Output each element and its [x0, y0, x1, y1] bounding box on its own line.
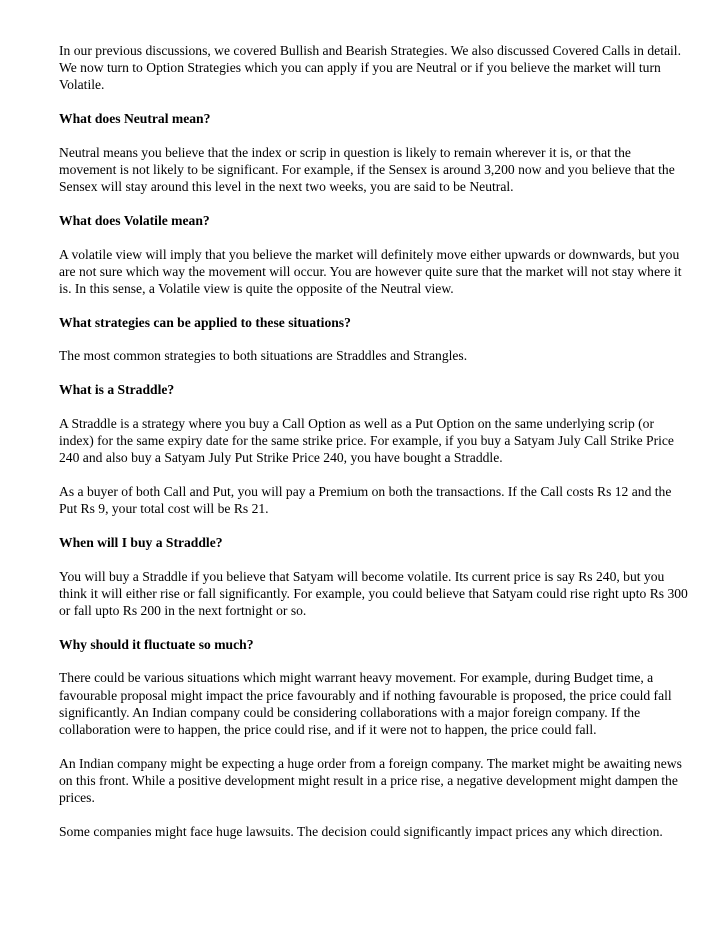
paragraph-buy-straddle: You will buy a Straddle if you believe that Satyam will become volatile. Its current price is say Rs 240, but you think it will either rise or fall significantly. For example, you could believe that Satyam could rise right upto Rs 300 or fall upto Rs 200 in the next fortnight or so.: [59, 568, 688, 618]
paragraph-fluctuate-budget: There could be various situations which might warrant heavy movement. For example, during Budget time, a favourable proposal might impact the price favourably and if nothing favourable is proposed, the price could fall significantly. An Indian company could be considering collaborations with a major foreign company. If the collaboration were to happen, the price could rise, and if it were not to happen, the price could fall.: [59, 670, 672, 737]
intro-paragraph: In our previous discussions, we covered Bullish and Bearish Strategies. We also discussed Covered Calls in detail. We now turn to Option Strategies which you can apply if you are Neutral or if you believe the market will turn Volatile.: [59, 43, 681, 93]
heading-fluctuate: Why should it fluctuate so much?: [59, 636, 254, 652]
paragraph-volatile: A volatile view will imply that you believe the market will definitely move either upwards or downwards, but you are not sure which way the movement will occur. You are however quite sure that the market will not stay where it is. In this sense, a Volatile view is quite the opposite of the Neutral view.: [59, 246, 682, 297]
document-body: [59, 42, 691, 857]
heading-volatile: What does Volatile mean?: [59, 212, 210, 228]
heading-buy-straddle: When will I buy a Straddle?: [59, 534, 223, 550]
paragraph-straddle-definition: A Straddle is a strategy where you buy a Call Option as well as a Put Option on the same underlying scrip (or index) for the same expiry date for the same strike price. For example, if you buy a Satyam July Call Strike Price 240 and also buy a Satyam July Put Strike Price 240, you have bought a Straddle.: [59, 415, 674, 466]
heading-strategies: What strategies can be applied to these situations?: [59, 314, 351, 330]
paragraph-neutral: Neutral means you believe that the index or scrip in question is likely to remain wherever it is, or that the movement is not likely to be significant. For example, if the Sensex is around 3,200 now and you believe that the Sensex will stay around this level in the next two weeks, you are said to be Neutral.: [59, 144, 675, 195]
paragraph-fluctuate-lawsuits: Some companies might face huge lawsuits. The decision could significantly impact prices any which direction.: [59, 823, 663, 839]
heading-straddle: What is a Straddle?: [59, 382, 175, 398]
paragraph-straddle-cost: As a buyer of both Call and Put, you will pay a Premium on both the transactions. If the Call costs Rs 12 and the Put Rs 9, your total cost will be Rs 21.: [59, 483, 672, 517]
paragraph-strategies: The most common strategies to both situations are Straddles and Strangles.: [59, 348, 468, 364]
heading-neutral: What does Neutral mean?: [59, 111, 211, 127]
paragraph-fluctuate-order: An Indian company might be expecting a huge order from a foreign company. The market might be awaiting news on this front. While a positive development might result in a price rise, a negative development might dampen the prices.: [59, 755, 682, 806]
